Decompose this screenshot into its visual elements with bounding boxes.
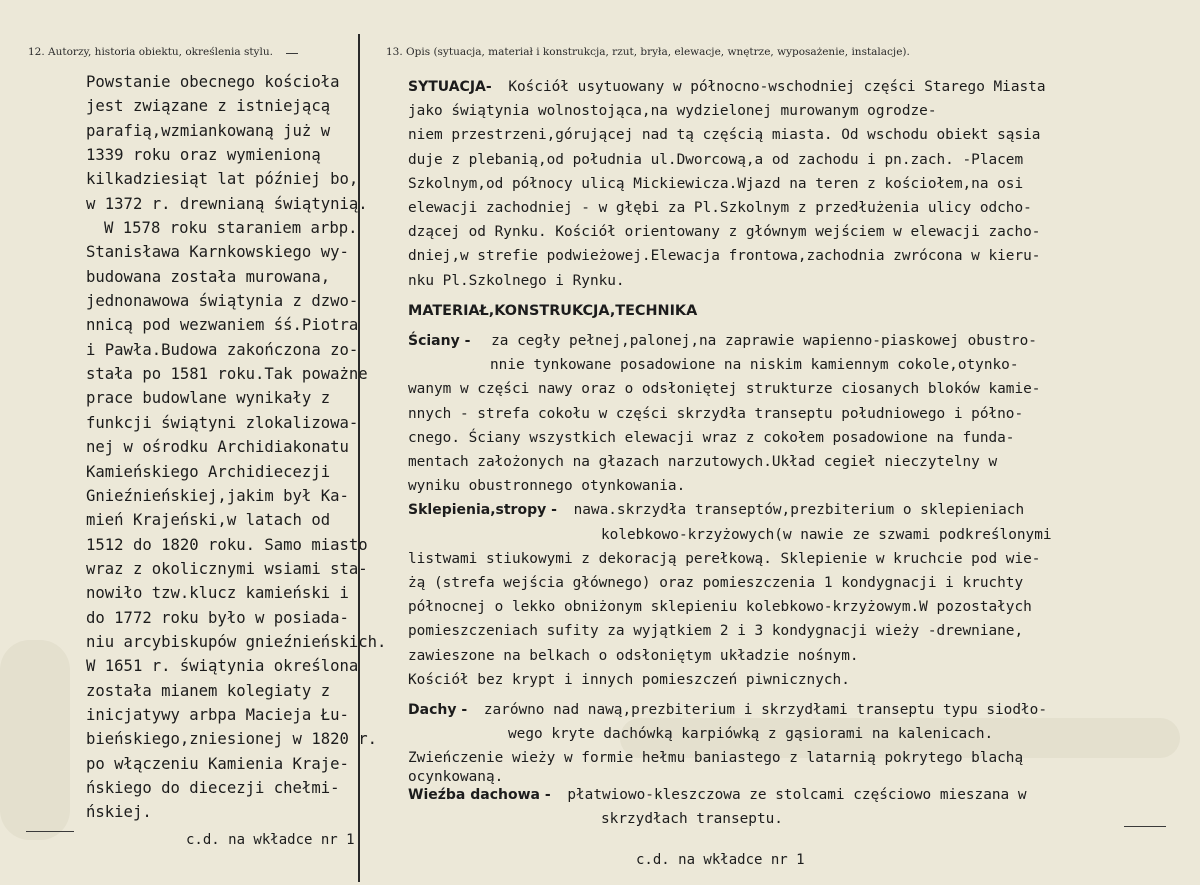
dachy-line <box>408 698 1188 722</box>
history-line: Kamieńskiego Archidiecezji <box>86 462 331 481</box>
left-margin-dash <box>26 831 74 832</box>
history-line: nowiło tzw.klucz kamieński i <box>86 584 349 603</box>
dash-mark <box>286 53 298 54</box>
history-line: mień Krajeński,w latach od <box>86 511 331 530</box>
history-line: inicjatywy arbpa Macieja Łu- <box>86 705 349 724</box>
wiezba-label: Wieźba dachowa - <box>408 786 551 803</box>
history-line: bieńskiego,zniesionej w 1820 r. <box>86 730 378 749</box>
dachy-label: Dachy - <box>408 702 468 719</box>
sklepienia-line: Kościół bez krypt i innych pomieszczeń piwnicznych. <box>408 671 850 688</box>
dachy-text: zarówno nad nawą,prezbiterium i skrzydłami transeptu typu siodło- <box>483 702 1047 719</box>
sciany-line: cnego. Ściany wszystkich elewacji wraz z cokołem posadowione na funda- <box>408 429 1015 446</box>
sklepienia-line: kolebkowo-krzyżowych(w nawie ze szwami podkreślonymi <box>601 526 1052 543</box>
history-line: ńskiej. <box>86 803 152 822</box>
continued-note-right: c.d. na wkładce nr 1 <box>636 852 805 868</box>
history-line: W 1651 r. świątynia określona <box>86 657 359 676</box>
history-line: Gnieźnieńskiej,jakim był Ka- <box>86 486 349 505</box>
dachy-line: Zwieńczenie wieży w formie hełmu baniastego z latarnią pokrytego blachą <box>408 750 1024 767</box>
history-line: wraz z okolicznymi wsiami sta- <box>86 559 368 578</box>
sytuacja-line: dzącej od Rynku. Kościół orientowany z głównym wejściem w elewacji zacho- <box>408 224 1041 241</box>
sklepienia-line <box>408 498 1188 522</box>
history-line: po włączeniu Kamienia Kraje- <box>86 754 349 773</box>
history-line: nej w ośrodku Archidiakonatu <box>86 438 349 457</box>
history-line: prace budowlane wynikały z <box>86 389 331 408</box>
sytuacja-line: niem przestrzeni,górującej nad tą częścią miasta. Od wschodu obiekt sąsia <box>408 127 1041 144</box>
history-line: budowana została murowana, <box>86 267 331 286</box>
sytuacja-line: jako świątynia wolnostojąca,na wydzielonej murowanym ogrodze- <box>408 103 937 120</box>
sytuacja-line: Szkolnym,od północy ulicą Mickiewicza.Wjazd na teren z kościołem,na osi <box>408 175 1024 192</box>
history-line: 1512 do 1820 roku. Samo miasto <box>86 535 368 554</box>
paper-stain <box>0 640 70 840</box>
sciany-line: wanym w części nawy oraz o odsłoniętej strukturze ciosanych bloków kamie- <box>408 381 1041 398</box>
history-line: stała po 1581 roku.Tak poważne <box>86 365 368 384</box>
sciany-text: za cegły pełnej,palonej,na zaprawie wapienno-piaskowej obustro- <box>491 333 1037 350</box>
history-line: jednonawowa świątynia z dzwo- <box>86 292 359 311</box>
sytuacja-text: Kościół usytuowany w północno-wschodniej części Starego Miasta <box>508 79 1046 95</box>
history-line: ńskiego do diecezji chełmi- <box>86 778 340 797</box>
history-line: funkcji świątyni zlokalizowa- <box>86 413 359 432</box>
material-heading: MATERIAŁ,KONSTRUKCJA,TECHNIKA <box>408 302 698 319</box>
history-line: Stanisława Karnkowskiego wy- <box>86 243 349 262</box>
history-line: parafią,wzmiankowaną już w <box>86 121 331 140</box>
sciany-label: Ściany - <box>408 333 471 350</box>
sklepienia-line: listwami stiukowymi z dekoracją perełkową. Sklepienie w kruchcie pod wie- <box>408 550 1041 567</box>
sciany-line: mentach założonych na głazach narzutowych.Układ cegieł nieczytelny w <box>408 454 998 471</box>
sytuacja-line: elewacji zachodniej - w głębi za Pl.Szkolnym z przedłużenia ulicy odcho- <box>408 200 1032 217</box>
sklepienia-text: nawa.skrzydła transeptów,prezbiterium o sklepieniach <box>573 502 1025 519</box>
sytuacja-line: duje z plebanią,od południa ul.Dworcową,a od zachodu i pn.zach. -Placem <box>408 151 1024 168</box>
history-line: w 1372 r. drewnianą świątynią. <box>86 194 368 213</box>
history-line: W 1578 roku staraniem arbp. <box>104 219 358 238</box>
history-column <box>86 70 386 825</box>
sytuacja-line: dniej,w strefie podwieżowej.Elewacja frontowa,zachodnia zwrócona w kieru- <box>408 248 1041 265</box>
dachy-line: ocynkowaną. <box>408 768 504 785</box>
sklepienia-line: zawieszone na belkach o odsłoniętym układzie nośnym. <box>408 647 859 664</box>
history-line: niu arcybiskupów gnieźnieńskich. <box>86 632 387 651</box>
sciany-line: nnie tynkowane posadowione na niskim kamiennym cokole,otynko- <box>490 357 1019 374</box>
wiezba-line: skrzydłach transeptu. <box>601 810 783 827</box>
sytuacja-label: SYTUACJA- <box>408 79 492 95</box>
section-12-header: 12. Autorzy, historia obiektu, określenia stylu. <box>28 46 273 58</box>
sklepienia-line: pomieszczeniach sufity za wyjątkiem 2 i 3 kondygnacji wieży -drewniane, <box>408 623 1024 640</box>
history-line: kilkadziesiąt lat później bo, <box>86 170 359 189</box>
section-13-header: 13. Opis (sytuacja, materiał i konstrukcja, rzut, bryła, elewacje, wnętrze, wyposażenie, instalacje). <box>386 46 910 58</box>
sciany-line: wyniku obustronnego otynkowania. <box>408 478 686 495</box>
history-line: jest związane z istniejącą <box>86 97 331 116</box>
continued-note-left: c.d. na wkładce nr 1 <box>186 832 355 848</box>
description-column <box>408 75 1188 831</box>
history-line: 1339 roku oraz wymienioną <box>86 146 321 165</box>
history-line: do 1772 roku było w posiada- <box>86 608 349 627</box>
sklepienia-label: Sklepienia,stropy - <box>408 502 557 519</box>
sciany-line: nnych - strefa cokołu w części skrzydła transeptu południowego i półno- <box>408 405 1024 422</box>
sklepienia-line: północnej o lekko obniżonym sklepieniu kolebkowo-krzyżowym.W pozostałych <box>408 599 1032 616</box>
sklepienia-line: żą (strefa wejścia głównego) oraz pomieszczenia 1 kondygnacji i kruchty <box>408 575 1024 592</box>
dachy-line: wego kryte dachówką karpiówką z gąsiorami na kalenicach. <box>508 726 994 743</box>
sciany-line <box>408 329 1188 353</box>
sytuacja-line <box>408 75 1188 99</box>
history-line: i Pawła.Budowa zakończona zo- <box>86 340 359 359</box>
wiezba-text: płatwiowo-kleszczowa ze stolcami częściowo mieszana w <box>567 786 1027 803</box>
history-line: została mianem kolegiaty z <box>86 681 331 700</box>
sytuacja-line: nku Pl.Szkolnego i Rynku. <box>408 272 625 289</box>
history-line: nnicą pod wezwaniem śś.Piotra <box>86 316 359 335</box>
history-line: Powstanie obecnego kościoła <box>86 73 340 91</box>
wiezba-line <box>408 783 1188 807</box>
